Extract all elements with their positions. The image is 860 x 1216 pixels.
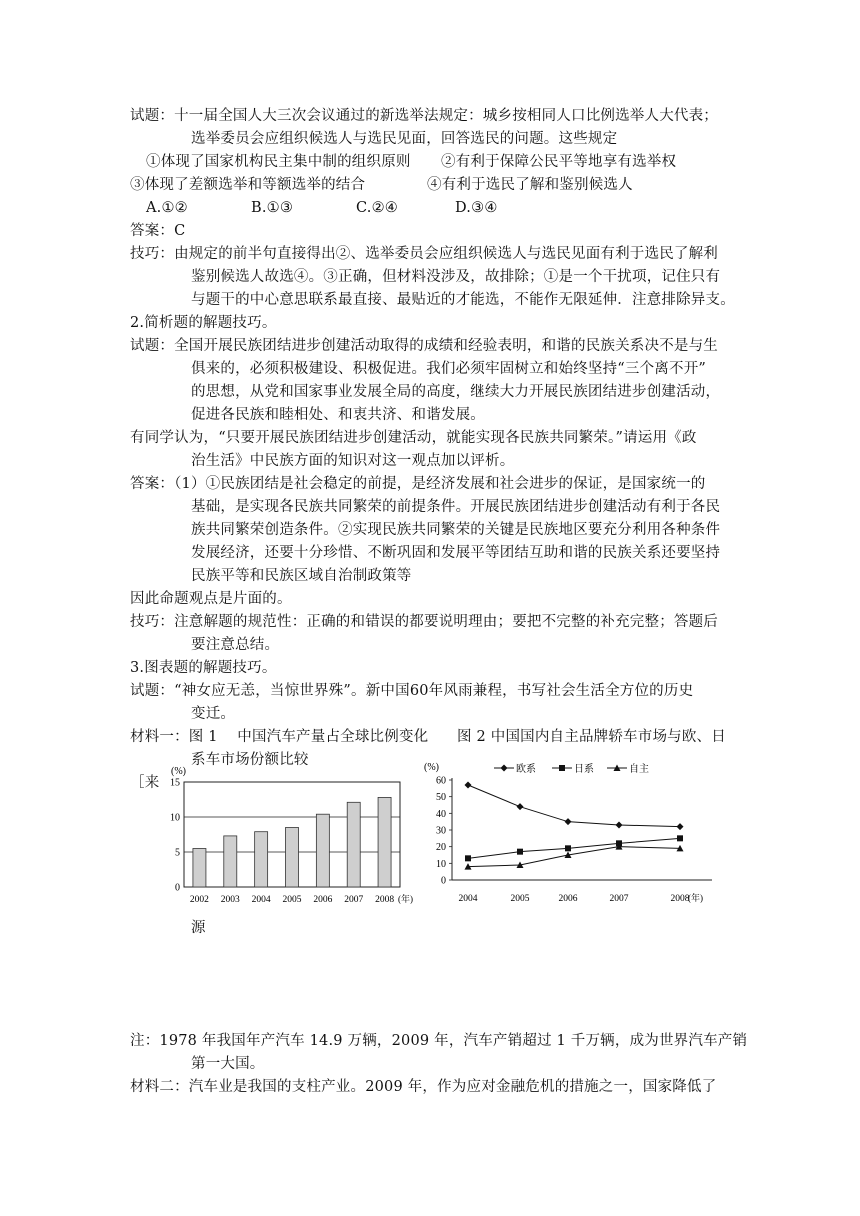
chart2-point [677,823,684,830]
chart1-bar [286,828,299,888]
chart2-xtick-label: 2008 [670,894,690,904]
s2-view-line2: 治生活》中民族方面的知识对这一观点加以评析。 [191,453,515,469]
q1-choice-b: B.①③ [251,200,294,216]
s2-answer-line5: 民族平等和民族区域自治制政策等 [191,568,412,584]
s2-tip-line1: 技巧：注意解题的规范性：正确的和错误的都要说明理由；要把不完整的补充完整；答题后 [130,614,718,630]
chart2-legend-label: 日系 [574,764,594,775]
q1-answer: 答案：C [130,223,186,239]
q1-option-3: ③体现了差额选举和等额选举的结合 [130,177,366,193]
chart2-ytick-label: 0 [441,875,446,887]
chart2-point [465,855,471,861]
chart1-bar [255,832,268,887]
chart2-ytick-label: 60 [436,775,446,787]
chart1-ytick-label: 15 [170,777,180,789]
s2-stem-line1: 试题：全国开展民族团结进步创建活动取得的成绩和经验表明，和谐的民族关系决不是与生 [130,338,718,354]
section3-heading: 3.图表题的解题技巧。 [130,660,277,676]
s3-stem-line2: 变迁。 [191,706,236,722]
bar-chart-fig1 [162,764,424,912]
stray-text-below: 源 [191,920,206,936]
chart2-point [616,822,623,829]
chart2-legend-label: 自主 [629,764,649,775]
chart2-point [677,835,683,841]
stray-text-left: ［来 [130,775,160,791]
s2-tip-line2: 要注意总结。 [191,637,280,653]
chart2-ytick-label: 10 [436,858,446,870]
chart2-point [517,803,524,810]
chart1-bar [378,797,391,887]
q1-tip-line2: 鉴别候选人故选④。③正确，但材料没涉及，故排除；①是一个干扰项，记住只有 [191,269,721,285]
chart2-ytick-label: 20 [436,842,446,854]
line-chart-fig2 [418,760,718,908]
fig2-title-line1: 图 2 中国国内自主品牌轿车市场与欧、日 [457,729,726,745]
s2-stem-line4: 促进各民族和睦相处、和衷共济、和谐发展。 [191,407,485,423]
chart2-ytick-label: 50 [436,792,446,804]
s2-answer-line1: 答案：（1）①民族团结是社会稳定的前提，是经济发展和社会进步的保证，是国家统一的 [130,476,706,492]
q1-tip-line1: 技巧：由规定的前半句直接得出②、选举委员会应组织候选人与选民见面有利于选民了解利 [130,246,718,262]
chart2-xlabel: (年) [688,893,703,903]
s2-answer-line2: 基础，是实现各民族共同繁荣的前提条件。开展民族团结进步创建活动有利于各民 [191,499,721,515]
chart2-xtick-label: 2005 [510,894,530,904]
chart2-series-line [468,785,680,827]
chart1-xtick-label: 2006 [313,895,333,905]
q1-choice-c: C.②④ [356,200,398,216]
chart1-xtick-label: 2004 [251,895,271,905]
chart2-series-line [468,847,680,867]
chart2-legend-label: 欧系 [516,764,536,775]
chart1-xtick-label: 2007 [344,895,364,905]
material2-line1: 材料二：汽车业是我国的支柱产业。2009 年，作为应对金融危机的措施之一，国家降低了 [130,1079,717,1095]
chart1-ytick-label: 10 [170,812,180,824]
q1-choice-d: D.③④ [455,200,498,216]
chart1-xtick-label: 2005 [282,895,302,905]
q1-option-1: ①体现了国家机构民主集中制的组织原则 [146,154,411,170]
chart2-xtick-label: 2006 [558,894,578,904]
q1-stem-line2: 选举委员会应组织候选人与选民见面，回答选民的问题。这些规定 [191,131,618,147]
chart2-point [517,849,523,855]
chart2-ytick-label: 40 [436,808,446,820]
chart2-ytick-label: 30 [436,825,446,837]
chart1-bar [193,849,206,888]
chart1-bar [224,836,237,887]
s2-conclusion: 因此命题观点是片面的。 [130,591,292,607]
chart2-point [465,782,472,789]
chart1-xtick-label: 2008 [375,895,395,905]
chart2-point [565,818,572,825]
chart2-xtick-label: 2004 [458,894,478,904]
chart2-point [565,845,571,851]
chart1-xtick-label: 2003 [220,895,240,905]
s2-view-line1: 有同学认为，“只要开展民族团结进步创建活动，就能实现各民族共同繁荣。”请运用《政 [130,430,697,446]
chart1-ytick-label: 5 [175,847,180,859]
q1-option-2: ②有利于保障公民平等地享有选举权 [441,154,677,170]
q1-stem-line1: 试题：十一届全国人大三次会议通过的新选举法规定：城乡按相同人口比例选举人大代表； [130,108,718,124]
material1-label: 材料一：图 1 中国汽车产量占全球比例变化 [130,729,429,745]
s2-stem-line3: 的思想，从党和国家事业发展全局的高度，继续大力开展民族团结进步创建活动， [191,384,721,400]
note-line1: 注：1978 年我国年产汽车 14.9 万辆，2009 年，汽车产销超过 1 千万辆，成为世界汽车产销 [130,1033,748,1049]
fig2-title-line2: 系车市场份额比较 [191,752,309,768]
s3-stem-line1: 试题：“神女应无恙，当惊世界殊”。新中国60年风雨兼程，书写社会生活全方位的历史 [130,683,694,699]
chart1-xtick-label: 2002 [189,895,209,905]
s2-answer-line3: 族共同繁荣创造条件。②实现民族共同繁荣的关键是民族地区要充分利用各种条件 [191,522,721,538]
chart2-legend-marker [501,765,508,772]
q1-choice-a: A.①② [146,200,188,216]
s2-answer-line4: 发展经济，还要十分珍惜、不断巩固和发展平等团结互助和谐的民族关系还要坚持 [191,545,721,561]
section2-heading: 2.简析题的解题技巧。 [130,315,277,331]
s2-stem-line2: 俱来的，必须积极建设、积极促进。我们必须牢固树立和始终坚持“三个离不开” [191,361,707,377]
chart2-ylabel: (%) [424,762,439,773]
note-line2: 第一大国。 [191,1056,265,1072]
chart1-ylabel: (%) [171,766,186,777]
chart1-ytick-label: 0 [175,882,180,894]
chart2-xtick-label: 2007 [609,894,629,904]
chart2-series-line [468,838,680,858]
chart1-bar [316,814,329,887]
chart1-bar [347,802,360,887]
chart2-legend-marker [559,765,565,771]
q1-tip-line3: 与题干的中心意思联系最直接、最贴近的才能选，不能作无限延伸．注意排除异支。 [191,292,735,308]
q1-option-4: ④有利于选民了解和鉴别候选人 [427,177,633,193]
chart1-xlabel: (年) [398,894,413,904]
